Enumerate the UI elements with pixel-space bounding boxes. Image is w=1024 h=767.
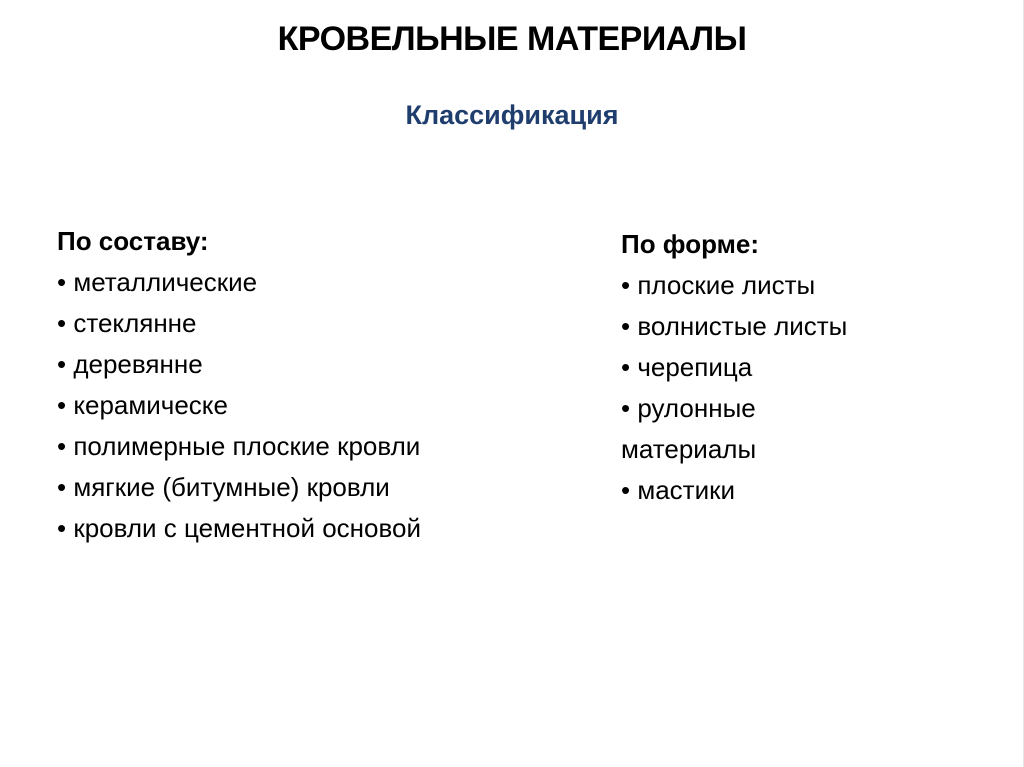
list-item: • кровли с цементной основой [57, 513, 421, 543]
list-item: • мастики [621, 475, 735, 505]
list-item: • металлические [57, 267, 258, 297]
list-item: • деревянне [57, 349, 203, 379]
list-item: • полимерные плоские кровли [57, 431, 421, 461]
slide-title: КРОВЕЛЬНЫЕ МАТЕРИАЛЫ [277, 20, 747, 58]
composition-list [57, 221, 421, 549]
form-heading: По форме: [621, 229, 759, 259]
list-item: • волнистые листы [621, 311, 848, 341]
form-list [621, 224, 847, 511]
composition-heading: По составу: [57, 226, 209, 256]
list-item: • стеклянне [57, 308, 197, 338]
list-item: • черепица [621, 352, 753, 382]
list-item: • мягкие (битумные) кровли [57, 472, 390, 502]
list-item: • плоские листы [621, 270, 816, 300]
list-item: • рулонные материалы [621, 393, 757, 464]
slide-subtitle: Классификация [405, 100, 619, 130]
list-item: • керамическе [57, 390, 228, 420]
